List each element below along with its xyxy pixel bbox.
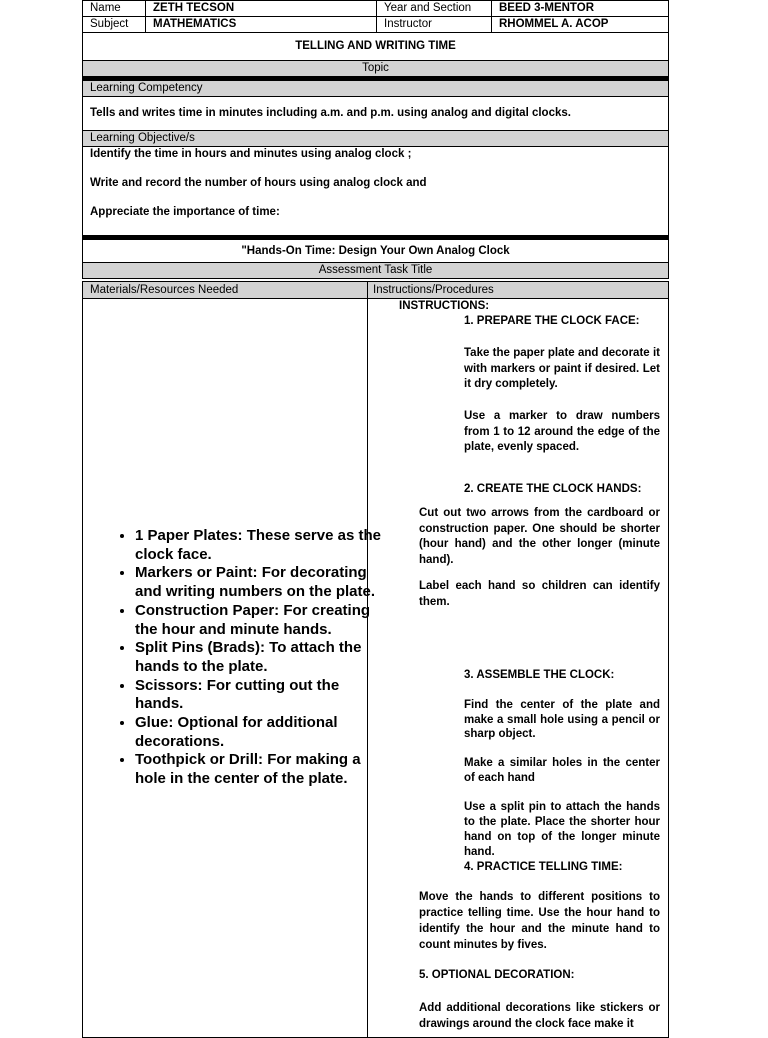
material-item: • Split Pins (Brads): To attach the hands to the plate.	[135, 639, 385, 676]
step-paragraph: Find the center of the plate and make a small hole using a pencil or sharp object.	[464, 699, 660, 741]
competency-label: Learning Competency	[82, 80, 669, 97]
material-item: • Construction Paper: For creating the hour and minute hands.	[135, 602, 385, 639]
instructions-heading: INSTRUCTIONS:	[399, 300, 490, 312]
instructor-label: Instructor	[376, 16, 492, 33]
step-paragraph: Move the hands to different positions to practice telling time. Use the hour hand to identify the hour and the minute hand to count minutes by fives.	[419, 891, 660, 951]
lesson-plan-page	[82, 0, 669, 1030]
step-paragraph: Use a marker to draw numbers from 1 to 12 around the edge of the plate, evenly spaced.	[464, 410, 660, 453]
step-paragraph: Use a split pin to attach the hands to the plate. Place the shorter hour hand on top of the longer minute hand.	[464, 801, 660, 858]
material-item: • Glue: Optional for additional decorations.	[135, 714, 385, 751]
step-title: 4. PRACTICE TELLING TIME:	[464, 861, 623, 873]
step-title: 2. CREATE THE CLOCK HANDS:	[464, 483, 642, 495]
step-paragraph: Cut out two arrows from the cardboard or construction paper. One should be shorter (hour hand) and the other longer (minute hand).	[419, 507, 660, 567]
step-paragraph: Take the paper plate and decorate it with markers or paint if desired. Let it dry completely.	[464, 347, 660, 390]
objectives-label: Learning Objective/s	[82, 130, 669, 147]
topic-title: TELLING AND WRITING TIME	[82, 32, 669, 61]
materials-header: Materials/Resources Needed	[82, 281, 368, 299]
competency-text: Tells and writes time in minutes including a.m. and p.m. using analog and digital clocks.	[82, 96, 669, 131]
material-item: • 1 Paper Plates: These serve as the clock face.	[135, 527, 385, 564]
year-section-label: Year and Section	[376, 0, 492, 17]
task-title: "Hands-On Time: Design Your Own Analog Clock	[82, 239, 669, 263]
objective-item: Identify the time in hours and minutes using analog clock ;	[90, 148, 412, 160]
step-title: 3. ASSEMBLE THE CLOCK:	[464, 669, 615, 681]
objective-item: Appreciate the importance of time:	[90, 206, 280, 218]
material-item: • Scissors: For cutting out the hands.	[135, 677, 385, 714]
instructor-value: RHOMMEL A. ACOP	[491, 16, 669, 33]
step-title: 5. OPTIONAL DECORATION:	[419, 969, 575, 981]
material-item: • Toothpick or Drill: For making a hole in the center of the plate.	[135, 751, 385, 788]
subject-label: Subject	[82, 16, 146, 33]
subject-value: MATHEMATICS	[145, 16, 377, 33]
name-label: Name	[82, 0, 146, 17]
instructions-header: Instructions/Procedures	[367, 281, 669, 299]
step-paragraph: Add additional decorations like stickers or drawings around the clock face make it	[419, 1002, 660, 1030]
task-label: Assessment Task Title	[82, 262, 669, 279]
topic-label: Topic	[82, 60, 669, 77]
objective-item: Write and record the number of hours using analog clock and	[90, 177, 427, 189]
material-item: • Markers or Paint: For decorating and writing numbers on the plate.	[135, 564, 385, 601]
step-paragraph: Make a similar holes in the center of each hand	[464, 757, 660, 784]
materials-list	[108, 527, 385, 789]
step-paragraph: Label each hand so children can identify them.	[419, 580, 660, 608]
year-section-value: BEED 3-MENTOR	[491, 0, 669, 17]
name-value: ZETH TECSON	[145, 0, 377, 17]
step-title: 1. PREPARE THE CLOCK FACE:	[464, 315, 640, 327]
